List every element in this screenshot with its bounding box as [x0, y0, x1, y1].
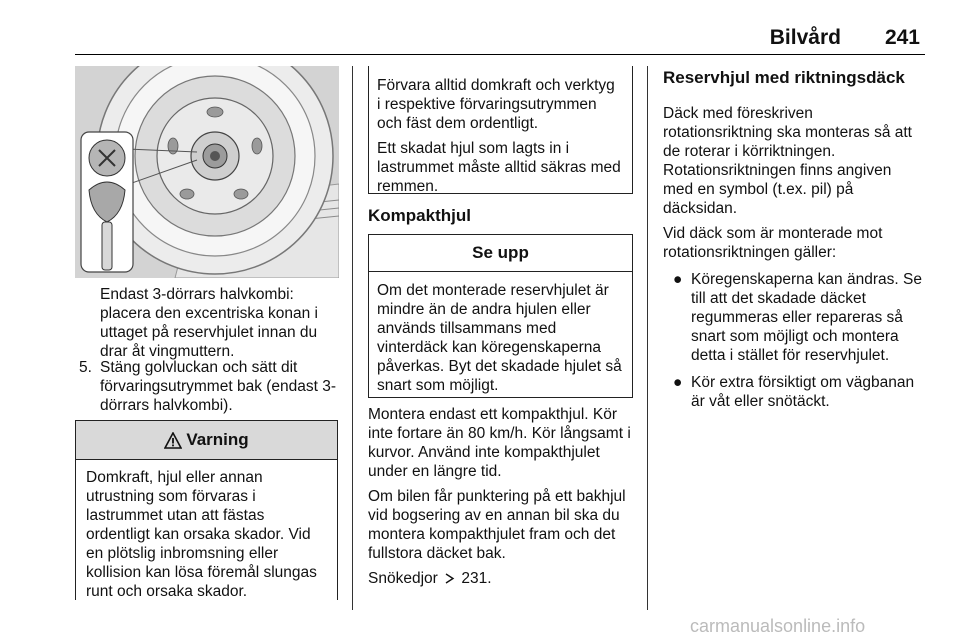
list-item-text: Kör extra försiktigt om vägbanan är våt eller snötäckt. [691, 374, 915, 410]
xref-page: 231. [461, 570, 492, 587]
storage-note-paragraph: Ett skadat hjul som lagts in i lastrummet måste alltid säkras med remmen. [377, 140, 621, 195]
storage-note-paragraph: Förvara alltid domkraft och verktyg i respektive förvaringsutrymmen och fäst dem ordentligt. [377, 77, 615, 132]
directional-tyre-text [663, 104, 925, 411]
caution-text: Om det monterade reservhjulet är mindre än de andra hjulen eller används tillsammans med vinterdäck kan köregenskaperna påverkas. Byt det skadade hjulet så snart som möjligt. [377, 282, 622, 394]
step-number: 5. [79, 359, 92, 376]
page-header [770, 26, 920, 50]
caution-box [368, 234, 633, 398]
paragraph: Om bilen får punktering på ett bakhjul vid bogsering av en annan bil ska du montera kompakthjulet fram och det fullstora däcket bak. [368, 488, 626, 562]
warning-box [75, 420, 338, 600]
spare-wheel-drawing [75, 66, 339, 278]
list-item [663, 373, 925, 411]
column-divider [352, 66, 353, 610]
spare-wheel-illustration [75, 66, 339, 278]
header-rule [75, 54, 925, 55]
watermark: carmanualsonline.info [690, 616, 866, 636]
bullet-icon: ● [673, 271, 683, 288]
list-item-text: Köregenskaperna kan ändras. Se till att det skadade däcket regummeras eller repareras så snart som möjligt och montera detta i stället för reservhjulet. [691, 271, 922, 364]
compact-wheel-text [368, 405, 636, 588]
warning-title: Varning [186, 430, 249, 449]
figure-caption: Endast 3-dörrars halvkombi: placera den excentriska konan i uttaget på reservhjulet innan du drar åt vingmuttern. [100, 286, 318, 360]
paragraph: Däck med föreskriven rotationsriktning ska monteras så att de roterar i körriktningen. Rotationsriktningen finns angiven med en symbol (t.ex. pil) på däcksidan. [663, 105, 912, 217]
warning-text: Domkraft, hjul eller annan utrustning som förvaras i lastrummet utan att fästas ordentligt kan orsaka skador. Vid en plötslig inbromsning eller kollision kan lösa föremål slungas runt och orsaka skador. [86, 469, 317, 600]
paragraph: Vid däck som är monterade mot rotationsriktningen gäller: [663, 225, 883, 261]
storage-note-box [368, 66, 633, 194]
page-number: 241 [884, 26, 920, 49]
paragraph: Montera endast ett kompakthjul. Kör inte fortare än 80 km/h. Kör långsamt i kurvor. Använd inte kompakthjulet under en längre tid. [368, 406, 631, 480]
section-heading-reservhjul: Reservhjul med riktningsdäck [663, 68, 905, 87]
step-5 [79, 358, 339, 415]
section-title: Bilvård [769, 26, 841, 49]
bullet-icon: ● [673, 374, 683, 391]
section-heading-kompakthjul: Kompakthjul [368, 206, 471, 225]
xref-label: Snökedjor [368, 570, 438, 587]
list-item [663, 270, 925, 365]
column-divider [647, 66, 648, 610]
caution-header: Se upp [369, 235, 632, 272]
cross-reference [368, 569, 636, 588]
arrow-reference-icon [444, 573, 455, 584]
warning-triangle-icon [164, 432, 182, 449]
step-text: Stäng golvluckan och sätt dit förvaringsutrymmet bak (endast 3-dörrars halvkombi). [100, 359, 337, 414]
warning-header [76, 421, 337, 460]
